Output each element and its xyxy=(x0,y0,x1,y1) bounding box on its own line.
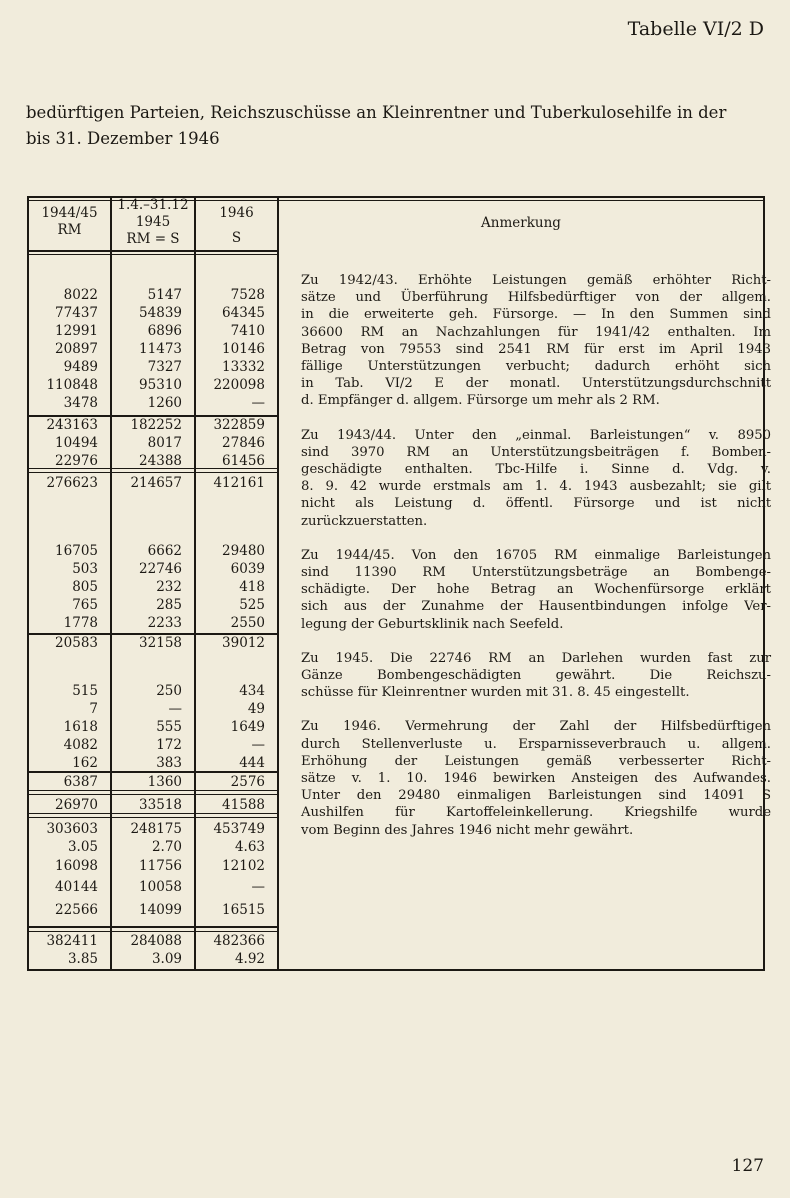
table-cell: 383 xyxy=(156,755,182,771)
table-cell: 220098 xyxy=(213,377,265,393)
remark-paragraph xyxy=(301,650,771,702)
table-cell: — xyxy=(168,701,182,717)
caption-line-1: bedürftigen Parteien, Reichszuschüsse an Kleinrentner und Tuberkulosehilfe in der xyxy=(26,103,727,122)
table-cell: 276623 xyxy=(46,475,98,491)
remark-line: in Tab. VI/2 E der monatl. Unterstützungsdurchschnitt xyxy=(301,376,771,392)
remark-line: nicht als Leistung d. öffentl. Fürsorge und ist nicht xyxy=(301,496,771,512)
table-cell: 40144 xyxy=(55,879,98,895)
table-cell: 805 xyxy=(72,579,98,595)
remark-line: sätze v. 1. 10. 1946 bewirken Ansteigen des Aufwandes. xyxy=(301,771,771,787)
table-cell: 22976 xyxy=(55,453,98,469)
remark-line: schüsse für Kleinrentner wurden mit 31. 8. 45 eingestellt. xyxy=(301,685,690,701)
table-cell: 3.05 xyxy=(67,839,98,855)
table-cell: 243163 xyxy=(46,417,98,433)
table-cell: 12102 xyxy=(222,858,265,874)
column-rule xyxy=(277,196,279,971)
table-cell: 20897 xyxy=(55,341,98,357)
remark-line: sätze und Überführung Hilfsbedürftiger von der allgem. xyxy=(301,290,771,306)
table-cell: 6662 xyxy=(147,543,182,559)
table-cell: 12991 xyxy=(55,323,98,339)
table-cell: 285 xyxy=(156,597,182,613)
table-cell: 5147 xyxy=(147,287,182,303)
table-cell: 525 xyxy=(239,597,265,613)
table-cell: 61456 xyxy=(222,453,265,469)
remark-line: legung der Geburtsklinik nach Seefeld. xyxy=(301,616,564,632)
table-cell: 515 xyxy=(72,683,98,699)
table-cell: 434 xyxy=(239,683,265,699)
table-cell: 8022 xyxy=(63,287,98,303)
table-cell: 6039 xyxy=(230,561,265,577)
table-cell: 7410 xyxy=(230,323,265,339)
table-cell: 6387 xyxy=(63,774,98,790)
column-1946 xyxy=(27,196,265,971)
table-cell: 322859 xyxy=(213,417,265,433)
table-cell: 1778 xyxy=(63,615,98,631)
table-cell: 11756 xyxy=(139,858,182,874)
table-cell: 382411 xyxy=(46,933,98,949)
table-cell: 503 xyxy=(72,561,98,577)
remark-line: sind 11390 RM Unterstützungsbeträge an Bombenge- xyxy=(301,565,771,581)
table-cell: 4.92 xyxy=(234,951,265,967)
caption-line-2: bis 31. Dezember 1946 xyxy=(26,129,220,148)
table-cell: 20583 xyxy=(55,635,98,651)
remark-line: Zu 1944/45. Von den 16705 RM einmalige Barleistungen xyxy=(301,547,771,563)
table-cell: 3.09 xyxy=(151,951,182,967)
table-cell: 2576 xyxy=(230,774,265,790)
table-cell: — xyxy=(251,395,265,411)
table-cell: — xyxy=(251,737,265,753)
table-cell: 250 xyxy=(156,683,182,699)
table-cell: 32158 xyxy=(139,635,182,651)
table-cell: 10146 xyxy=(222,341,265,357)
remark-line: schädigte. Der hohe Betrag an Wochenfürsorge erklärt xyxy=(301,582,771,598)
table-cell: 39012 xyxy=(222,635,265,651)
table-cell: 1618 xyxy=(63,719,98,735)
table-cell: 110848 xyxy=(46,377,98,393)
table-cell: 453749 xyxy=(213,821,265,837)
header-1945: 1.4.–31.12 1945 RM = S xyxy=(117,197,189,247)
table-cell: 8017 xyxy=(147,435,182,451)
header-1946: 1946 S xyxy=(219,205,254,246)
table-caption xyxy=(26,100,766,152)
table-cell: 9489 xyxy=(63,359,98,375)
table-cell: 10494 xyxy=(55,435,98,451)
remark-line: fällige Unterstützungen verbucht; dadurch erhöht sich xyxy=(301,359,771,375)
table-cell: 7327 xyxy=(147,359,182,375)
table-cell: 482366 xyxy=(213,933,265,949)
data-table xyxy=(27,196,771,971)
table-cell: 418 xyxy=(239,579,265,595)
table-cell: 16098 xyxy=(55,858,98,874)
remark-line: sind 3970 RM an Unterstützungsbeiträgen f. Bomben- xyxy=(301,444,771,460)
table-cell: 3478 xyxy=(63,395,98,411)
table-cell: 16515 xyxy=(222,902,265,918)
remark-paragraph xyxy=(301,718,771,838)
table-cell: 10058 xyxy=(139,879,182,895)
table-cell: 162 xyxy=(72,755,98,771)
remark-line: Zu 1945. Die 22746 RM an Darlehen wurden fast zur xyxy=(301,650,771,666)
remark-line: Zu 1943/44. Unter den „einmal. Barleistungen“ v. 8950 xyxy=(301,427,771,443)
page-number: 127 xyxy=(731,1156,764,1176)
remark-line: Gänze Bombengeschädigten gewährt. Die Reichszu- xyxy=(301,668,771,684)
remark-line: Unter den 29480 einmaligen Barleistungen sind 14091 S xyxy=(301,788,771,804)
remark-line: 36600 RM an Nachzahlungen für 1941/42 enthalten. Im xyxy=(301,324,771,340)
remark-paragraph xyxy=(301,272,771,410)
remark-line: sich aus der Zunahme der Hausentbindungen infolge Ver- xyxy=(301,599,771,615)
table-cell: 33518 xyxy=(139,797,182,813)
table-cell: 1260 xyxy=(147,395,182,411)
table-cell: 22566 xyxy=(55,902,98,918)
remark-line: 8. 9. 42 wurde erstmals am 1. 4. 1943 ausbezahlt; sie gilt xyxy=(301,479,771,495)
table-cell: 26970 xyxy=(55,797,98,813)
table-cell: 6896 xyxy=(147,323,182,339)
remark-line: in die erweiterte geh. Fürsorge. — In den Summen sind xyxy=(301,307,771,323)
table-cell: 4.63 xyxy=(234,839,265,855)
table-cell: 1360 xyxy=(147,774,182,790)
table-cell: 303603 xyxy=(46,821,98,837)
table-cell: 13332 xyxy=(222,359,265,375)
table-cell: 77437 xyxy=(55,305,98,321)
table-cell: 1649 xyxy=(230,719,265,735)
table-cell: 3.85 xyxy=(67,951,98,967)
remark-line: vom Beginn des Jahres 1946 nicht mehr gewährt. xyxy=(301,822,634,838)
table-cell: 214657 xyxy=(130,475,182,491)
remark-line: geschädigte enthalten. Tbc-Hilfe i. Sinne d. Vdg. v. xyxy=(301,462,771,478)
header-1944-45: 1944/45 RM xyxy=(41,205,98,238)
remark-line: durch Stellenverluste u. Ersparnisseverbrauch u. allgem. xyxy=(301,736,771,752)
table-cell: 95310 xyxy=(139,377,182,393)
table-cell: 248175 xyxy=(130,821,182,837)
table-cell: 14099 xyxy=(139,902,182,918)
remarks-column xyxy=(301,272,771,839)
table-cell: 27846 xyxy=(222,435,265,451)
table-cell: 412161 xyxy=(213,475,265,491)
remark-line: d. Empfänger d. allgem. Fürsorge um mehr als 2 RM. xyxy=(301,393,660,409)
table-cell: 555 xyxy=(156,719,182,735)
table-cell: 4082 xyxy=(63,737,98,753)
table-cell: 7 xyxy=(89,701,98,717)
table-cell: 232 xyxy=(156,579,182,595)
table-cell: 24388 xyxy=(139,453,182,469)
remark-line: Betrag von 79553 sind 2541 RM für erst im April 1943 xyxy=(301,341,771,357)
table-cell: 2.70 xyxy=(151,839,182,855)
remark-line: Erhöhung der Leistungen gemäß verbesserter Richt- xyxy=(301,753,771,769)
table-cell: 172 xyxy=(156,737,182,753)
table-cell: 29480 xyxy=(222,543,265,559)
table-cell: 2550 xyxy=(230,615,265,631)
table-cell: 2233 xyxy=(147,615,182,631)
table-cell: 284088 xyxy=(130,933,182,949)
header-anmerkung: Anmerkung xyxy=(481,215,561,231)
table-cell: 182252 xyxy=(130,417,182,433)
table-cell: 64345 xyxy=(222,305,265,321)
table-label: Tabelle VI/2 D xyxy=(627,18,764,40)
table-cell: 54839 xyxy=(139,305,182,321)
table-cell: 22746 xyxy=(139,561,182,577)
table-cell: 11473 xyxy=(139,341,182,357)
table-cell: 765 xyxy=(72,597,98,613)
table-cell: 41588 xyxy=(222,797,265,813)
remark-line: Aushilfen für Kartoffeleinkellerung. Kriegshilfe wurde xyxy=(301,805,771,821)
table-cell: 444 xyxy=(239,755,265,771)
remark-line: Zu 1946. Vermehrung der Zahl der Hilfsbedürftigen xyxy=(301,719,771,735)
remark-paragraph xyxy=(301,427,771,530)
table-cell: 49 xyxy=(247,701,265,717)
remark-line: Zu 1942/43. Erhöhte Leistungen gemäß erhöhter Richt- xyxy=(301,273,771,288)
table-cell: 16705 xyxy=(55,543,98,559)
remark-paragraph xyxy=(301,547,771,633)
remark-line: zurückzuerstatten. xyxy=(301,513,428,529)
table-cell: — xyxy=(251,879,265,895)
table-cell: 7528 xyxy=(230,287,265,303)
